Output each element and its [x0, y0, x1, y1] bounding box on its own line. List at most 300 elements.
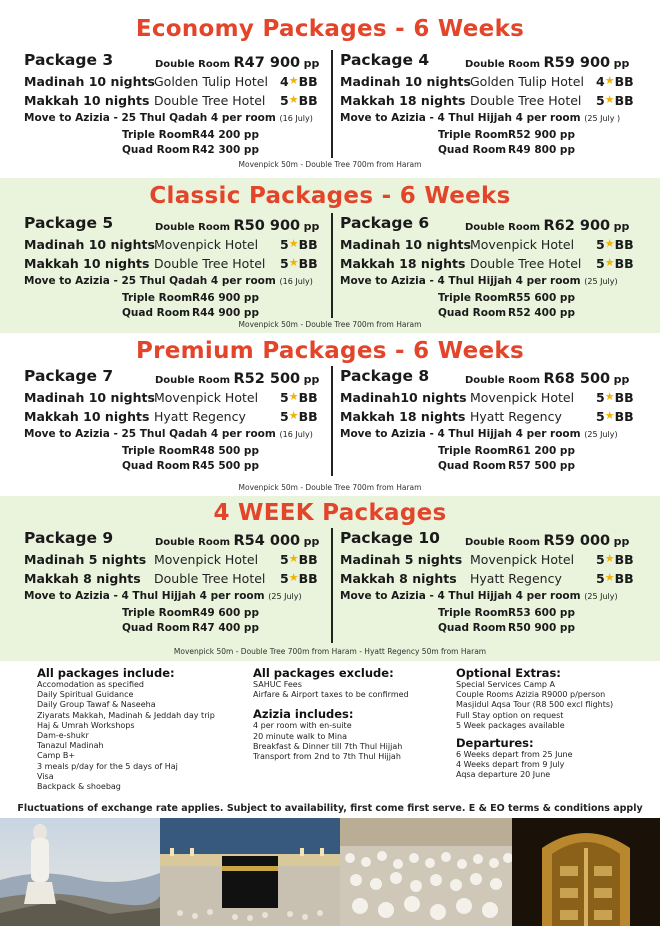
star-icon: ★ — [288, 571, 299, 584]
room-value: R46 900 pp — [192, 292, 259, 304]
star-count: 4 — [280, 74, 289, 89]
azizia-move-text: Move to Azizia - 4 Thul Hijjah 4 per room — [340, 428, 581, 440]
room-label: Quad Room — [122, 307, 191, 319]
room-label: Triple Room — [438, 607, 509, 619]
star-rating — [280, 390, 318, 405]
includes-item: Accomodation as specified — [37, 680, 144, 689]
package-header — [340, 52, 658, 74]
stay-city: Madinah 10 nights — [340, 237, 471, 252]
package-card — [340, 530, 658, 637]
stay-row — [24, 552, 342, 571]
star-icon: ★ — [288, 552, 299, 565]
distance-note: Movenpick 50m - Double Tree 700m from Haram — [238, 160, 422, 169]
includes-item: Visa — [37, 771, 54, 781]
includes-item: Backpack & shoebag — [37, 782, 121, 792]
room-price — [122, 460, 259, 472]
includes-column — [37, 667, 247, 792]
star-icon: ★ — [604, 390, 615, 403]
star-count: 5 — [596, 390, 605, 405]
board-basis: BB — [614, 256, 634, 271]
room-row — [340, 607, 658, 622]
includes-item: Dam-e-shukr — [37, 731, 89, 741]
room-label: Triple Room — [122, 607, 193, 619]
star-icon: ★ — [604, 74, 615, 87]
photo-strip — [0, 818, 660, 926]
package-name: Package 9 — [24, 529, 114, 547]
azizia-move-row — [340, 428, 658, 445]
stay-row — [340, 409, 658, 428]
double-room-value: R62 900 — [543, 218, 611, 234]
double-room-price — [465, 218, 629, 234]
stay-row — [340, 256, 658, 275]
star-count: 5 — [596, 409, 605, 424]
star-rating — [596, 237, 634, 252]
board-basis: BB — [614, 93, 634, 108]
stay-city: Makkah 18 nights — [340, 93, 466, 108]
package-name: Package 7 — [24, 367, 114, 385]
pilgrim-on-mountain-photo — [0, 818, 160, 926]
per-person-label: pp — [303, 57, 320, 70]
azizia-item: Breakfast & Dinner till 7th Thul Hijjah — [253, 741, 403, 751]
azizia-move — [24, 275, 313, 287]
room-price — [438, 129, 575, 141]
includes-item: Daily Spiritual Guidance — [37, 690, 134, 700]
double-room-value: R50 900 — [233, 218, 301, 234]
room-label: Triple Room — [438, 445, 509, 457]
double-room-label: Double Room — [465, 59, 540, 70]
package-card — [340, 52, 658, 159]
package-card — [340, 215, 658, 322]
double-room-price — [155, 371, 319, 387]
stay-city: Makkah 18 nights — [340, 409, 466, 424]
includes-item: Camp B+ — [37, 751, 76, 761]
excludes-item: Airfare & Airport taxes to be confirmed — [253, 690, 409, 700]
room-row — [24, 144, 342, 159]
star-count: 5 — [280, 390, 289, 405]
star-count: 5 — [280, 237, 289, 252]
star-count: 5 — [596, 571, 605, 586]
stay-row — [340, 552, 658, 571]
azizia-item: 20 minute walk to Mina — [253, 731, 347, 741]
star-icon: ★ — [604, 409, 615, 422]
room-label: Triple Room — [438, 292, 509, 304]
stay-city: Madinah 10 nights — [24, 74, 155, 89]
stay-city: Makkah 8 nights — [340, 571, 457, 586]
room-price — [122, 144, 259, 156]
azizia-move — [24, 112, 313, 124]
azizia-move — [340, 428, 618, 440]
stay-city: Madinah10 nights — [340, 390, 467, 405]
star-icon: ★ — [288, 93, 299, 106]
azizia-move-date: (16 July) — [279, 114, 313, 123]
azizia-move-date: (16 July) — [279, 430, 313, 439]
package-header — [340, 530, 658, 552]
stay-row — [24, 390, 342, 409]
star-icon: ★ — [288, 390, 299, 403]
board-basis: BB — [298, 93, 318, 108]
kaaba-door-photo — [512, 818, 660, 926]
stay-row — [24, 571, 342, 590]
includes-item: 3 meals p/day for the 5 days of Haj — [37, 761, 178, 771]
per-person-label: pp — [613, 535, 630, 548]
azizia-move-text: Move to Azizia - 4 Thul Hijjah 4 per room — [340, 112, 581, 124]
room-row — [340, 292, 658, 307]
package-header — [340, 215, 658, 237]
stay-city: Makkah 10 nights — [24, 256, 150, 271]
stay-hotel: Hyatt Regency — [470, 409, 562, 424]
departures-item: 4 Weeks depart from 9 July — [456, 760, 565, 770]
double-room-price — [155, 533, 319, 549]
star-rating — [596, 256, 634, 271]
stay-hotel: Double Tree Hotel — [154, 93, 266, 108]
stay-city: Makkah 18 nights — [340, 256, 466, 271]
double-room-price — [155, 55, 319, 71]
azizia-move-text: Move to Azizia - 4 Thul Hijjah 4 per room — [340, 590, 581, 602]
room-row — [340, 460, 658, 475]
room-row — [340, 144, 658, 159]
star-rating — [280, 571, 318, 586]
star-count: 5 — [280, 409, 289, 424]
board-basis: BB — [614, 409, 634, 424]
package-name: Package 8 — [340, 367, 430, 385]
room-value: R50 900 pp — [508, 622, 575, 634]
room-price — [122, 622, 259, 634]
package-name: Package 3 — [24, 51, 114, 69]
board-basis: BB — [614, 237, 634, 252]
departures-heading: Departures: — [456, 736, 534, 751]
star-icon: ★ — [604, 552, 615, 565]
double-room-label: Double Room — [155, 59, 230, 70]
stay-hotel: Double Tree Hotel — [154, 571, 266, 586]
room-label: Triple Room — [438, 129, 509, 141]
room-price — [438, 445, 575, 457]
room-row — [340, 622, 658, 637]
room-value: R49 800 pp — [508, 144, 575, 156]
star-icon: ★ — [604, 571, 615, 584]
room-price — [122, 445, 259, 457]
extras-item: Special Services Camp A — [456, 680, 556, 689]
room-value: R57 500 pp — [508, 460, 575, 472]
star-rating — [596, 390, 634, 405]
stay-row — [24, 74, 342, 93]
package-name: Package 6 — [340, 214, 430, 232]
board-basis: BB — [614, 571, 634, 586]
stay-city: Madinah 10 nights — [24, 237, 155, 252]
star-icon: ★ — [604, 93, 615, 106]
double-room-label: Double Room — [155, 537, 230, 548]
room-price — [122, 607, 259, 619]
extras-item: Couple Rooms Azizia R9000 p/person — [456, 690, 606, 700]
azizia-move-date: (25 July) — [584, 592, 618, 601]
double-room-price — [155, 218, 319, 234]
double-room-label: Double Room — [465, 222, 540, 233]
room-label: Quad Room — [438, 307, 507, 319]
room-value: R53 600 pp — [508, 607, 575, 619]
extras-item: 5 Week packages available — [456, 720, 565, 730]
stay-hotel: Movenpick Hotel — [470, 552, 575, 567]
stay-city: Madinah 5 nights — [340, 552, 463, 567]
stay-hotel: Movenpick Hotel — [154, 552, 259, 567]
room-price — [438, 607, 575, 619]
azizia-move-date: (25 July ) — [584, 114, 621, 123]
room-label: Quad Room — [122, 460, 191, 472]
stay-row — [24, 409, 342, 428]
package-name: Package 5 — [24, 214, 114, 232]
excludes-heading: All packages exclude: — [253, 666, 394, 680]
room-value: R61 200 pp — [508, 445, 575, 457]
section-title: Economy Packages - 6 Weeks — [135, 16, 525, 42]
azizia-move-text: Move to Azizia - 25 Thul Qadah 4 per room — [24, 428, 276, 440]
departures-item: Aqsa departure 20 June — [456, 770, 551, 780]
star-icon: ★ — [288, 237, 299, 250]
stay-row — [340, 93, 658, 112]
room-value: R44 900 pp — [192, 307, 259, 319]
extras-heading: Optional Extras: — [456, 666, 561, 680]
star-count: 5 — [596, 552, 605, 567]
room-price — [438, 144, 575, 156]
package-card — [340, 368, 658, 475]
azizia-heading: Azizia includes: — [253, 707, 354, 722]
room-value: R52 900 pp — [508, 129, 575, 141]
room-row — [24, 622, 342, 637]
azizia-move-date: (25 July) — [584, 277, 618, 286]
room-label: Triple Room — [122, 445, 193, 457]
azizia-move-row — [24, 590, 342, 607]
stay-hotel: Double Tree Hotel — [470, 93, 582, 108]
star-count: 4 — [596, 74, 605, 89]
stay-hotel: Hyatt Regency — [154, 409, 246, 424]
excludes-item: SAHUC Fees — [253, 680, 302, 689]
room-label: Quad Room — [122, 144, 191, 156]
room-value: R45 500 pp — [192, 460, 259, 472]
azizia-move-row — [340, 275, 658, 292]
star-rating — [596, 93, 634, 108]
package-name: Package 10 — [340, 529, 440, 547]
board-basis: BB — [614, 390, 634, 405]
package-header — [340, 368, 658, 390]
stay-city: Makkah 10 nights — [24, 93, 150, 108]
room-value: R48 500 pp — [192, 445, 259, 457]
azizia-move — [340, 275, 618, 287]
star-rating — [280, 256, 318, 271]
azizia-move-text: Move to Azizia - 25 Thul Qadah 4 per room — [24, 275, 276, 287]
stay-row — [340, 74, 658, 93]
room-price — [122, 307, 259, 319]
star-icon: ★ — [288, 256, 299, 269]
stay-city: Makkah 8 nights — [24, 571, 141, 586]
star-rating — [280, 74, 318, 89]
room-price — [438, 307, 575, 319]
distance-note: Movenpick 50m - Double Tree 700m from Haram — [238, 320, 422, 329]
room-value: R47 400 pp — [192, 622, 259, 634]
distance-note: Movenpick 50m - Double Tree 700m from Haram — [238, 483, 422, 492]
star-count: 5 — [596, 237, 605, 252]
star-rating — [596, 74, 634, 89]
stay-hotel: Movenpick Hotel — [154, 237, 259, 252]
stay-hotel: Movenpick Hotel — [470, 390, 575, 405]
stay-hotel: Double Tree Hotel — [154, 256, 266, 271]
double-room-value: R59 900 — [543, 55, 611, 71]
board-basis: BB — [614, 74, 634, 89]
azizia-move-date: (16 July) — [279, 277, 313, 286]
package-header — [24, 368, 342, 390]
azizia-move-row — [24, 428, 342, 445]
stay-city: Madinah 10 nights — [24, 390, 155, 405]
star-icon: ★ — [604, 256, 615, 269]
terms-note: Fluctuations of exchange rate applies. Subject to availability, first come first serve. E & EO terms & conditions apply — [17, 803, 643, 814]
stay-row — [24, 93, 342, 112]
azizia-move-date: (25 July) — [584, 430, 618, 439]
extras-item: Masjidul Aqsa Tour (R8 500 excl flights) — [456, 700, 614, 710]
room-row — [24, 129, 342, 144]
stay-hotel: Movenpick Hotel — [154, 390, 259, 405]
star-rating — [280, 409, 318, 424]
room-label: Quad Room — [122, 622, 191, 634]
departures-item: 6 Weeks depart from 25 June — [456, 750, 573, 760]
room-row — [340, 445, 658, 460]
room-row — [340, 129, 658, 144]
star-icon: ★ — [288, 74, 299, 87]
room-price — [122, 129, 259, 141]
star-count: 5 — [280, 571, 289, 586]
room-price — [438, 292, 575, 304]
room-price — [122, 292, 259, 304]
excludes-column — [253, 667, 453, 762]
stay-city: Madinah 5 nights — [24, 552, 147, 567]
board-basis: BB — [298, 409, 318, 424]
room-label: Triple Room — [122, 292, 193, 304]
room-price — [438, 622, 575, 634]
azizia-item: Transport from 2nd to 7th Thul Hijjah — [253, 752, 401, 762]
star-count: 5 — [596, 93, 605, 108]
star-count: 5 — [280, 552, 289, 567]
room-value: R52 400 pp — [508, 307, 575, 319]
package-card — [24, 368, 342, 475]
room-row — [24, 292, 342, 307]
room-value: R44 200 pp — [192, 129, 259, 141]
board-basis: BB — [614, 552, 634, 567]
stay-hotel: Golden Tulip Hotel — [470, 74, 584, 89]
room-value: R42 300 pp — [192, 144, 259, 156]
stay-row — [340, 390, 658, 409]
room-row — [24, 460, 342, 475]
per-person-label: pp — [613, 57, 630, 70]
star-rating — [280, 237, 318, 252]
room-label: Quad Room — [438, 622, 507, 634]
double-room-price — [465, 533, 629, 549]
extras-item: Full Stay option on request — [456, 710, 564, 720]
stay-row — [24, 256, 342, 275]
stay-city: Makkah 10 nights — [24, 409, 150, 424]
stay-hotel: Movenpick Hotel — [470, 237, 575, 252]
azizia-move — [24, 428, 313, 440]
star-count: 5 — [596, 256, 605, 271]
double-room-label: Double Room — [465, 375, 540, 386]
package-header — [24, 530, 342, 552]
star-count: 5 — [280, 256, 289, 271]
package-name: Package 4 — [340, 51, 430, 69]
room-label: Triple Room — [122, 129, 193, 141]
azizia-item: 4 per room with en-suite — [253, 721, 352, 731]
star-rating — [596, 571, 634, 586]
double-room-price — [465, 55, 629, 71]
section-title: 4 WEEK Packages — [213, 500, 447, 526]
double-room-value: R52 500 — [233, 371, 301, 387]
double-room-label: Double Room — [155, 222, 230, 233]
includes-item: Daily Group Tawaf & Naseeha — [37, 700, 156, 710]
azizia-move-row — [24, 112, 342, 129]
package-header — [24, 52, 342, 74]
includes-item: Tanazul Madinah — [37, 741, 104, 751]
star-rating — [596, 409, 634, 424]
star-count: 5 — [280, 93, 289, 108]
stay-row — [340, 571, 658, 590]
azizia-move — [340, 112, 620, 124]
per-person-label: pp — [303, 220, 320, 233]
star-rating — [596, 552, 634, 567]
double-room-value: R47 900 — [233, 55, 301, 71]
per-person-label: pp — [613, 220, 630, 233]
room-value: R55 600 pp — [508, 292, 575, 304]
star-icon: ★ — [604, 237, 615, 250]
room-row — [24, 445, 342, 460]
section-title: Classic Packages - 6 Weeks — [149, 183, 511, 209]
package-card — [24, 215, 342, 322]
section-title: Premium Packages - 6 Weeks — [135, 338, 525, 364]
board-basis: BB — [298, 552, 318, 567]
double-room-value: R68 500 — [543, 371, 611, 387]
star-rating — [280, 552, 318, 567]
stay-hotel: Golden Tulip Hotel — [154, 74, 268, 89]
package-card — [24, 52, 342, 159]
azizia-move-text: Move to Azizia - 25 Thul Qadah 4 per room — [24, 112, 276, 124]
double-room-label: Double Room — [465, 537, 540, 548]
azizia-move-text: Move to Azizia - 4 Thul Hijjah 4 per room — [340, 275, 581, 287]
azizia-move — [340, 590, 618, 602]
includes-item: Haj & Umrah Workshops — [37, 720, 135, 730]
room-value: R49 600 pp — [192, 607, 259, 619]
double-room-price — [465, 371, 629, 387]
board-basis: BB — [298, 390, 318, 405]
includes-heading: All packages include: — [37, 666, 175, 680]
azizia-move-row — [340, 590, 658, 607]
azizia-move — [24, 590, 302, 602]
stay-row — [24, 237, 342, 256]
board-basis: BB — [298, 571, 318, 586]
room-label: Quad Room — [438, 144, 507, 156]
stay-hotel: Double Tree Hotel — [470, 256, 582, 271]
per-person-label: pp — [303, 535, 320, 548]
star-rating — [280, 93, 318, 108]
azizia-move-row — [340, 112, 658, 129]
pilgrims-crowd-photo — [340, 818, 512, 926]
package-header — [24, 215, 342, 237]
room-price — [438, 460, 575, 472]
distance-note: Movenpick 50m - Double Tree 700m from Haram - Hyatt Regency 50m from Haram — [173, 647, 487, 656]
board-basis: BB — [298, 256, 318, 271]
double-room-value: R59 000 — [543, 533, 611, 549]
star-icon: ★ — [288, 409, 299, 422]
double-room-value: R54 000 — [233, 533, 301, 549]
room-label: Quad Room — [438, 460, 507, 472]
extras-column — [456, 667, 656, 781]
kaaba-crowd-photo — [160, 818, 340, 926]
per-person-label: pp — [303, 373, 320, 386]
board-basis: BB — [298, 74, 318, 89]
per-person-label: pp — [613, 373, 630, 386]
package-card — [24, 530, 342, 637]
stay-hotel: Hyatt Regency — [470, 571, 562, 586]
